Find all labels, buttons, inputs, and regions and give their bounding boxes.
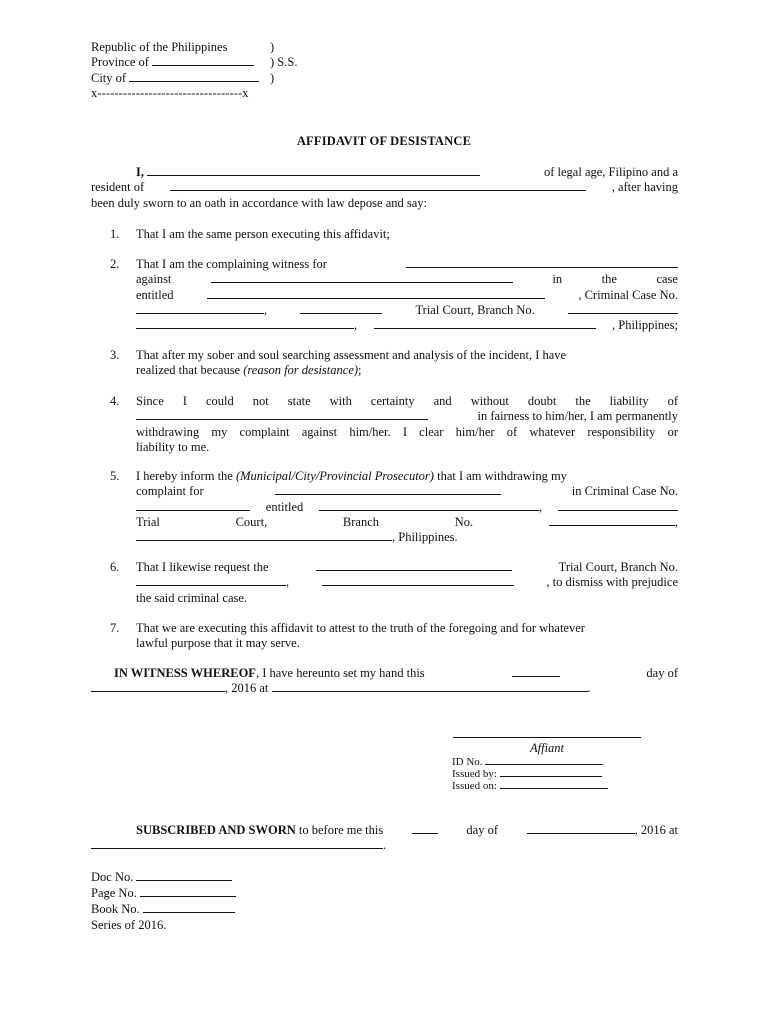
province-blank[interactable]	[152, 55, 254, 66]
in-text: in	[552, 272, 563, 287]
court-city-blank[interactable]	[136, 318, 354, 329]
entitled-text: entitled	[265, 499, 304, 514]
witness-day-of-text: day of	[646, 666, 678, 680]
issued-on-row	[452, 779, 608, 794]
dismiss-text: , to dismiss with prejudice	[546, 575, 678, 590]
i-label: I,	[136, 165, 144, 179]
item-6-line-1	[136, 560, 678, 575]
request-location-blank[interactable]	[322, 575, 514, 586]
respondent-name-blank[interactable]	[136, 409, 428, 420]
branch-text: Branch	[342, 514, 380, 529]
item-7-block	[136, 621, 678, 652]
complaining-witness-text: That I am the complaining witness for	[136, 257, 327, 271]
reason-placeholder: (reason for desistance)	[243, 363, 359, 378]
resident-of-label: resident of	[91, 180, 145, 195]
branch-blank[interactable]	[568, 303, 678, 314]
item-5-number: 5.	[110, 469, 120, 483]
item-6-line-2	[136, 575, 678, 590]
item-4-block	[136, 394, 678, 455]
the-text: the	[601, 272, 617, 287]
court-location-blank[interactable]	[136, 530, 392, 541]
item-2-number: 2.	[110, 257, 120, 271]
series-row: Series of 2016.	[91, 918, 167, 932]
residence-blank[interactable]	[170, 180, 586, 191]
philippines-text: , Philippines.	[392, 530, 458, 545]
case-title-blank[interactable]	[207, 288, 545, 299]
issued-by-label: Issued by:	[452, 768, 497, 780]
complaint-offense-blank[interactable]	[275, 484, 501, 495]
item-4-line-1: Since I could not state with certainty and without doubt the liability of	[136, 394, 678, 408]
item-5-block	[136, 469, 678, 545]
case-entitled-blank[interactable]	[319, 500, 539, 511]
intro-line-2	[91, 180, 678, 195]
header-paren-3: )	[270, 71, 275, 85]
witness-year-text: , 2016 at	[225, 681, 269, 696]
item-2-block	[136, 257, 678, 333]
court-blank[interactable]	[558, 500, 678, 511]
witness-line-1	[91, 666, 678, 681]
affiant-signature-line[interactable]	[453, 737, 641, 738]
witness-place-blank[interactable]	[272, 681, 588, 692]
item-6-block	[136, 560, 678, 606]
comma-text: ,	[264, 302, 268, 317]
page-no-row	[91, 886, 236, 901]
item-7-line-2: lawful purpose that it may serve.	[136, 636, 300, 651]
against-text: against	[136, 272, 172, 287]
item-4-number: 4.	[110, 394, 120, 408]
item-3-line-1	[136, 348, 678, 363]
page-no-label: Page No.	[91, 886, 137, 900]
name-blank[interactable]	[147, 165, 480, 176]
intro-line-3: been duly sworn to an oath in accordance with law depose and say:	[91, 195, 428, 210]
item-7-number: 7.	[110, 621, 120, 635]
item-5-line-2	[136, 484, 678, 499]
subscribed-month-blank[interactable]	[527, 823, 635, 834]
document-title: AFFIDAVIT OF DESISTANCE	[296, 134, 472, 148]
court-province-blank[interactable]	[374, 318, 596, 329]
id-no-blank[interactable]	[485, 755, 603, 765]
of-legal-age-text: of legal age, Filipino and a	[544, 165, 678, 179]
item-4-line-4: liability to me.	[136, 439, 210, 454]
in-criminal-case-text: in Criminal Case No.	[571, 484, 678, 499]
subscribed-day-of-text: day of	[466, 823, 498, 837]
republic-text: Republic of the Philippines	[91, 40, 228, 54]
criminal-case-text: , Criminal Case No.	[578, 287, 678, 302]
header-republic	[91, 40, 227, 55]
item-1-number: 1.	[110, 227, 120, 241]
case-number-blank[interactable]	[136, 303, 264, 314]
item-6-line-3: the said criminal case.	[136, 590, 248, 605]
doc-no-label: Doc No.	[91, 870, 134, 884]
period: .	[587, 681, 591, 696]
prosecutor-placeholder: (Municipal/City/Provincial Prosecutor)	[235, 469, 434, 483]
header-separator: x----------------------------------x	[91, 86, 249, 100]
item-7-line-1: That we are executing this affidavit to attest to the truth of the foregoing and for whatever	[136, 621, 585, 635]
branch-number-blank[interactable]	[549, 515, 675, 526]
book-no-label: Book No.	[91, 902, 140, 916]
item-1-text: That I am the same person executing this affidavit;	[136, 227, 390, 241]
intro-line-1	[91, 165, 678, 180]
province-label: Province of	[91, 55, 149, 69]
item-3-line-1-text: That after my sober and soul searching assessment and analysis of the incident, I have	[136, 348, 567, 362]
item-5-line-4	[136, 515, 678, 530]
withdrawing-text: that I am withdrawing my	[433, 469, 567, 483]
item-2-line-4	[136, 303, 678, 318]
philippines-text: , Philippines;	[612, 318, 678, 333]
witness-month-blank[interactable]	[91, 681, 225, 692]
witness-text: , I have hereunto set my hand this	[255, 666, 425, 680]
witness-day-blank[interactable]	[512, 666, 560, 677]
city-label: City of	[91, 71, 127, 85]
item-4-line-2	[136, 409, 678, 424]
respondent-blank[interactable]	[211, 272, 513, 283]
request-branch-blank[interactable]	[136, 575, 286, 586]
complaint-for-text: complaint for	[136, 484, 204, 499]
header-paren-1: )	[270, 40, 275, 54]
issued-by-blank[interactable]	[500, 767, 602, 777]
comma-text: ,	[354, 318, 358, 333]
item-3-block	[136, 348, 678, 379]
header-ss: ) S.S.	[270, 55, 298, 69]
in-fairness-text: in fairness to him/her, I am permanently	[477, 409, 678, 424]
trial-court-text: Trial Court, Branch No.	[415, 302, 535, 317]
item-2-line-1	[136, 257, 678, 272]
item-2-line-5	[136, 318, 678, 333]
realized-text: realized that because	[136, 363, 244, 378]
item-4-line-3: withdrawing my complaint against him/her. I clear him/her of whatever responsibility or	[136, 424, 678, 439]
city-blank[interactable]	[129, 71, 259, 82]
request-text: That I likewise request the	[136, 560, 269, 574]
trial-court-branch-text: Trial Court, Branch No.	[558, 560, 678, 574]
entitled-text: entitled	[136, 287, 174, 302]
header-province	[91, 55, 254, 70]
id-no-label: ID No.	[452, 756, 483, 768]
case-text: case	[656, 272, 678, 287]
subscribed-bold-text: SUBSCRIBED AND SWORN	[136, 823, 296, 837]
doc-no-blank[interactable]	[136, 870, 232, 881]
doc-no-row	[91, 870, 232, 885]
subscribed-text: to before me this	[298, 823, 384, 837]
item-2-line-2	[136, 272, 678, 287]
book-no-row	[91, 902, 235, 917]
subscribed-year-text: , 2016 at	[634, 823, 678, 837]
semicolon: ;	[358, 363, 362, 378]
inform-text: I hereby inform the	[136, 469, 236, 483]
trial-text: Trial	[136, 514, 160, 529]
criminal-case-number-blank[interactable]	[136, 500, 250, 511]
issued-on-blank[interactable]	[500, 779, 608, 789]
intro-paragraph	[91, 165, 678, 211]
item-6-number: 6.	[110, 560, 120, 574]
item-5-line-1	[136, 469, 678, 484]
no-text: No.	[454, 514, 474, 529]
after-having-text: , after having	[611, 180, 678, 195]
comma-text: ,	[286, 575, 290, 590]
header-city	[91, 71, 259, 86]
court-text: Court,	[235, 514, 268, 529]
witness-paragraph	[91, 666, 678, 697]
witness-line-2	[91, 681, 678, 696]
book-no-blank[interactable]	[143, 902, 235, 913]
request-court-blank[interactable]	[316, 560, 512, 571]
affiant-label: Affiant	[529, 741, 565, 755]
item-3-line-2	[136, 363, 678, 378]
comma-text: ,	[539, 499, 543, 514]
item-3-number: 3.	[110, 348, 120, 362]
page-no-blank[interactable]	[140, 886, 236, 897]
item-5-line-5	[136, 530, 678, 545]
item-5-line-3	[136, 500, 678, 515]
witness-bold-text: IN WITNESS WHEREOF	[114, 666, 256, 680]
subscribed-line-1	[91, 823, 678, 838]
court-type-blank[interactable]	[300, 303, 382, 314]
period: .	[383, 838, 387, 853]
comma-text: ,	[674, 514, 678, 529]
issued-on-label: Issued on:	[452, 780, 497, 792]
item-2-line-3	[136, 288, 678, 303]
subscribed-line-2	[91, 838, 678, 853]
subscribed-day-blank[interactable]	[412, 823, 438, 834]
subscribed-paragraph	[91, 823, 678, 854]
subscribed-place-blank[interactable]	[91, 838, 383, 849]
offense-blank[interactable]	[406, 257, 678, 268]
